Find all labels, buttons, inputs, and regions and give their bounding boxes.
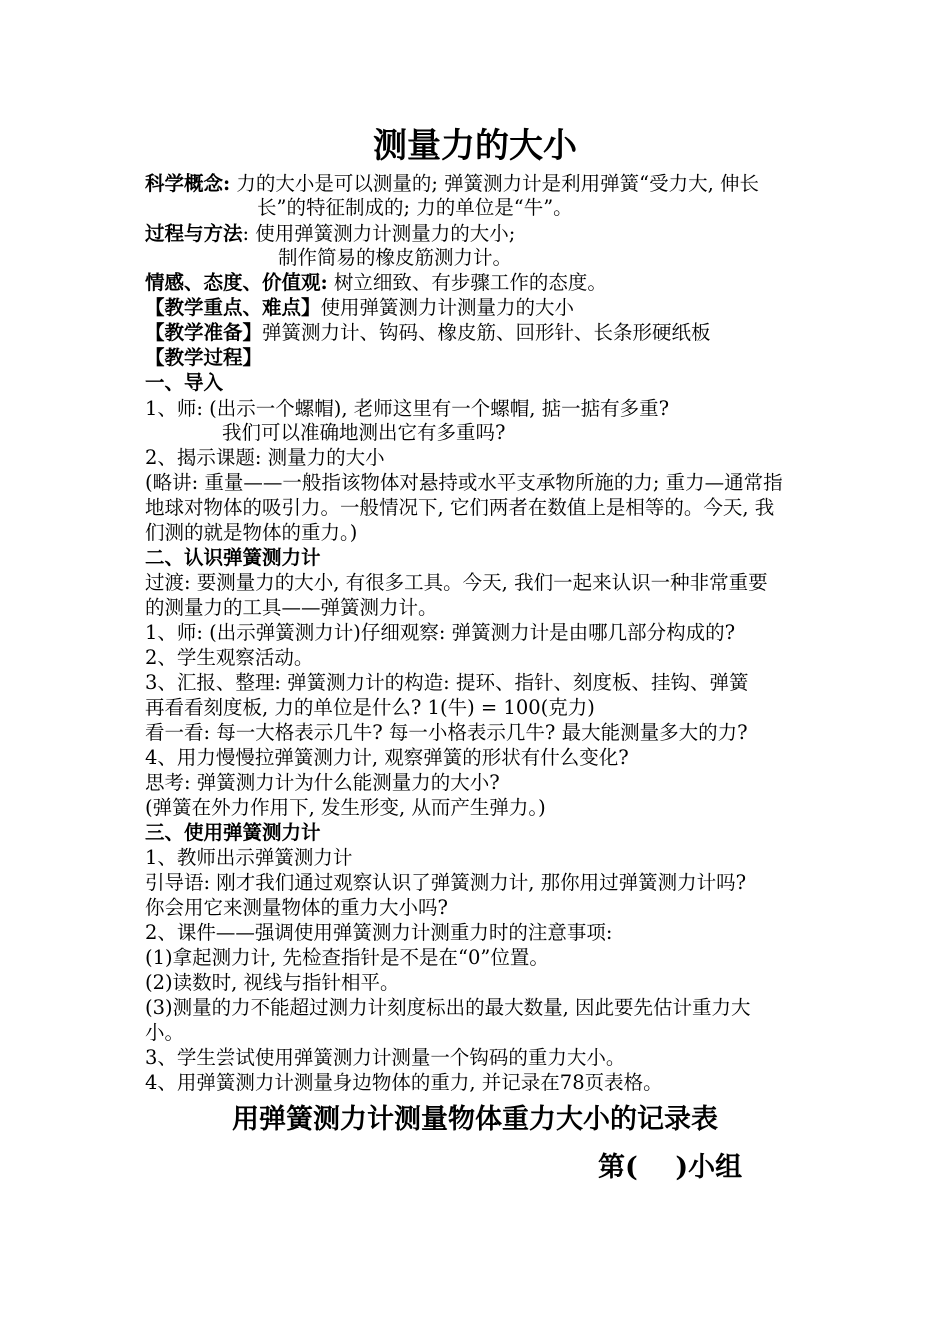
page-title: 测量力的大小 [373, 126, 577, 166]
recognize-line: 过渡: 要测量力的大小, 有很多工具。今天, 我们一起来认识一种非常重要 [145, 571, 768, 594]
intro-line: 1、师: (出示一个螺帽), 老师这里有一个螺帽, 掂一掂有多重? [145, 397, 670, 420]
use-line: (2)读数时, 视线与指针相平。 [145, 971, 400, 994]
use-line: (3)测量的力不能超过测力计刻度标出的最大数量, 因此要先估计重力大 [145, 996, 751, 1019]
attitude-line [145, 271, 607, 295]
intro-line: 地球对物体的吸引力。一般情况下, 它们两者在数值上是相等的。今天, 我 [145, 496, 775, 519]
use-line: 1、教师出示弹簧测力计 [145, 846, 353, 869]
key-points-text: 使用弹簧测力计测量力的大小 [320, 296, 575, 319]
key-points-line [145, 296, 574, 320]
recognize-line: 看一看: 每一大格表示几牛? 每一小格表示几牛? 最大能测量多大的力? [145, 721, 748, 744]
use-line: 2、课件——强调使用弹簧测力计测重力时的注意事项: [145, 921, 613, 944]
recognize-line: (弹簧在外力作用下, 发生形变, 从而产生弹力。) [145, 796, 546, 819]
concept-label: 科学概念: [145, 172, 231, 195]
preparation-text: 弹簧测力计、钩码、橡皮筋、回形针、长条形硬纸板 [262, 321, 711, 344]
method-line-1 [145, 222, 515, 246]
recognize-line: 2、学生观察活动。 [145, 646, 314, 669]
concept-line-2: 长”的特征制成的; 力的单位是“牛”。 [257, 196, 573, 219]
method-line-2: 制作简易的橡皮筋测力计。 [278, 246, 513, 269]
section-heading-use: 三、使用弹簧测力计 [145, 821, 321, 844]
concept-line-1 [145, 172, 759, 196]
intro-line: 们测的就是物体的重力。) [145, 521, 358, 544]
recognize-line: 再看看刻度板, 力的单位是什么? 1(牛) = 100(克力) [145, 696, 595, 719]
recognize-line: 3、汇报、整理: 弹簧测力计的构造: 提环、指针、刻度板、挂钩、弹簧 [145, 671, 749, 694]
use-line: 引导语: 刚才我们通过观察认识了弹簧测力计, 那你用过弹簧测力计吗? [145, 871, 747, 894]
section-heading-recognize: 二、认识弹簧测力计 [145, 546, 321, 569]
process-label: 【教学过程】 [145, 346, 263, 369]
use-line: (1)拿起测力计, 先检查指针是不是在“0”位置。 [145, 946, 549, 969]
use-line: 你会用它来测量物体的重力大小吗? [145, 896, 448, 919]
group-label: 第( )小组 [598, 1152, 743, 1183]
record-table-title: 用弹簧测力计测量物体重力大小的记录表 [232, 1104, 718, 1135]
concept-text-1: 力的大小是可以测量的; 弹簧测力计是利用弹簧“受力大, 伸长 [230, 172, 760, 195]
preparation-label: 【教学准备】 [145, 321, 263, 344]
use-line: 4、用弹簧测力计测量身边物体的重力, 并记录在78页表格。 [145, 1071, 663, 1094]
intro-line: 2、揭示课题: 测量力的大小 [145, 446, 385, 469]
use-line: 小。 [145, 1021, 185, 1044]
use-line: 3、学生尝试使用弹簧测力计测量一个钩码的重力大小。 [145, 1046, 626, 1069]
recognize-line: 的测量力的工具——弹簧测力计。 [145, 596, 438, 619]
recognize-line: 1、师: (出示弹簧测力计)仔细观察: 弹簧测力计是由哪几部分构成的? [145, 621, 736, 644]
intro-line: (略讲: 重量——一般指该物体对悬持或水平支承物所施的力; 重力—通常指 [145, 471, 783, 494]
recognize-line: 思考: 弹簧测力计为什么能测量力的大小? [145, 771, 500, 794]
method-text-1: : 使用弹簧测力计测量力的大小; [242, 222, 516, 245]
attitude-text: 树立细致、有步骤工作的态度。 [327, 271, 607, 294]
preparation-line [145, 321, 711, 345]
method-label: 过程与方法 [145, 222, 243, 245]
section-heading-intro: 一、导入 [145, 371, 224, 394]
attitude-label: 情感、态度、价值观: [145, 271, 328, 294]
key-points-label: 【教学重点、难点】 [145, 296, 321, 319]
intro-line: 我们可以准确地测出它有多重吗? [222, 421, 506, 444]
recognize-line: 4、用力慢慢拉弹簧测力计, 观察弹簧的形状有什么变化? [145, 746, 629, 769]
